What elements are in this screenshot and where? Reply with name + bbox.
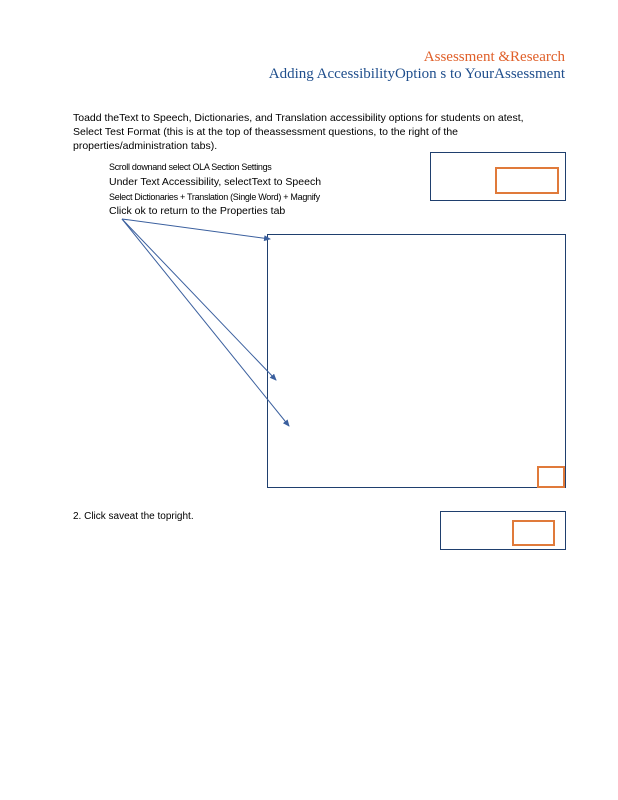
step-text: Select Dictionaries + Translation (Single Word) + Magnify bbox=[109, 192, 320, 202]
arrow-line bbox=[122, 219, 270, 239]
intro-line: Select Test Format (this is at the top of theassessment questions, to the right of the bbox=[73, 126, 459, 138]
intro-line: properties/administration tabs). bbox=[73, 140, 218, 152]
intro-line: Toadd theText to Speech, Dictionaries, and Translation accessibility options for students on atest, bbox=[73, 112, 524, 124]
department-heading: Assessment &Research bbox=[423, 49, 565, 65]
arrow-line bbox=[122, 219, 276, 380]
step-text: Scroll downand select OLA Section Settings bbox=[109, 162, 272, 172]
document-title: Adding AccessibilityOption s to YourAssessment bbox=[268, 66, 565, 82]
step-text: Click ok to return to the Properties tab bbox=[109, 205, 286, 217]
arrow-line bbox=[122, 219, 289, 426]
step-two-text: 2. Click saveat the topright. bbox=[73, 511, 194, 522]
step-text: Under Text Accessibility, selectText to Speech bbox=[109, 176, 322, 188]
